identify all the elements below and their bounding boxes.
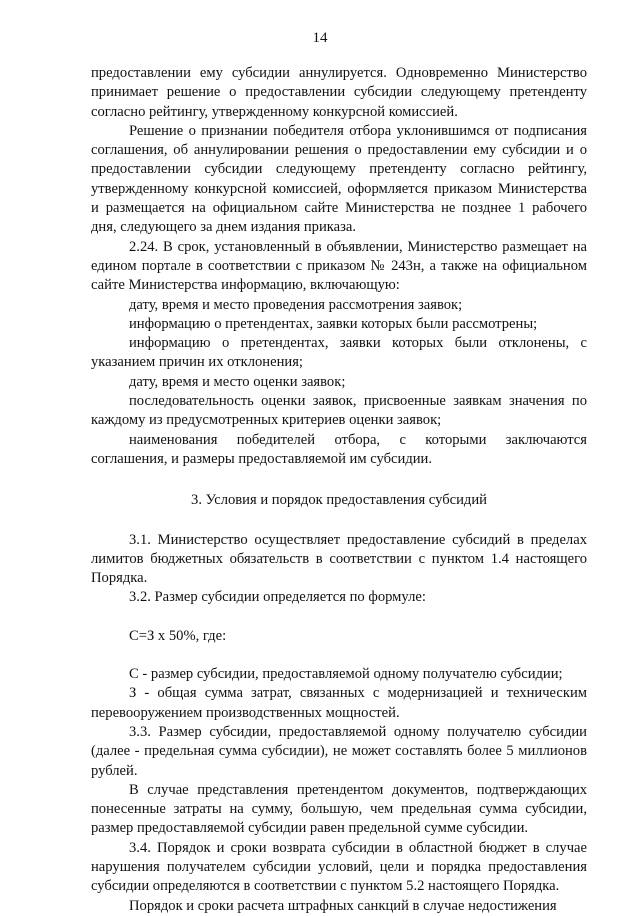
document-body [91, 64, 587, 916]
paragraph: В случае представления претендентом документов, подтверждающих понесенные затраты на сумму, большую, чем предельная сумма субсидии, размер предоставляемой субсидии равен предельной сумме субсидии. [91, 781, 587, 837]
page-number: 14 [312, 30, 328, 46]
paragraph: 3.3. Размер субсидии, предоставляемой одному получателю субсидии (далее - предельная сумма субсидии), не может составлять более 5 миллионов рублей. [91, 723, 587, 779]
paragraph: 3.4. Порядок и сроки возврата субсидии в областной бюджет в случае нарушения получателем субсидии условий, цели и порядка предоставления субсидии определяются в соответствии с пунктом 5.2 настоящего Порядка. [91, 839, 587, 895]
formula-definition: З - общая сумма затрат, связанных с модернизацией и техническим перевооружением производственных мощностей. [91, 685, 587, 721]
list-item: дату, время и место оценки заявок; [129, 373, 346, 390]
list-item: информацию о претендентах, заявки которых были отклонены, с указанием причин их отклонения; [91, 335, 587, 371]
formula: С=З х 50%, где: [129, 627, 227, 644]
paragraph: 2.24. В срок, установленный в объявлении, Министерство размещает на едином портале в соответствии с приказом № 243н, а также на официальном сайте Министерства информацию, включающую: [91, 238, 587, 294]
paragraph: 3.2. Размер субсидии определяется по формуле: [129, 589, 426, 606]
paragraph: Порядок и сроки расчета штрафных санкций в случае недостижения [129, 897, 557, 914]
formula-definition: С - размер субсидии, предоставляемой одному получателю субсидии; [129, 666, 563, 683]
section-heading: 3. Условия и порядок предоставления субсидий [191, 492, 487, 509]
paragraph: 3.1. Министерство осуществляет предоставление субсидий в пределах лимитов бюджетных обязательств в соответствии с пунктом 1.4 настоящего Порядка. [91, 531, 587, 587]
list-item: последовательность оценки заявок, присвоенные заявкам значения по каждому из предусмотренных критериев оценки заявок; [91, 393, 587, 429]
paragraph: Решение о признании победителя отбора уклонившимся от подписания соглашения, об аннулировании решения о предоставлении ему субсидии и о предоставлении субсидии следующему претенденту согласно рейтингу, утвержденному конкурсной комиссией, оформляется приказом Министерства и размещается на официальном сайте Министерства не позднее 1 рабочего дня, следующего за днем издания приказа. [91, 122, 587, 236]
paragraph: предоставлении ему субсидии аннулируется. Одновременно Министерство принимает решение о предоставлении субсидии следующему претенденту согласно рейтингу, утвержденному конкурсной комиссией. [91, 65, 587, 120]
list-item: информацию о претендентах, заявки которых были рассмотрены; [129, 315, 538, 332]
list-item: наименования победителей отбора, с которыми заключаются соглашения, и размеры предоставляемой им субсидии. [91, 431, 587, 467]
list-item: дату, время и место проведения рассмотрения заявок; [129, 296, 463, 313]
